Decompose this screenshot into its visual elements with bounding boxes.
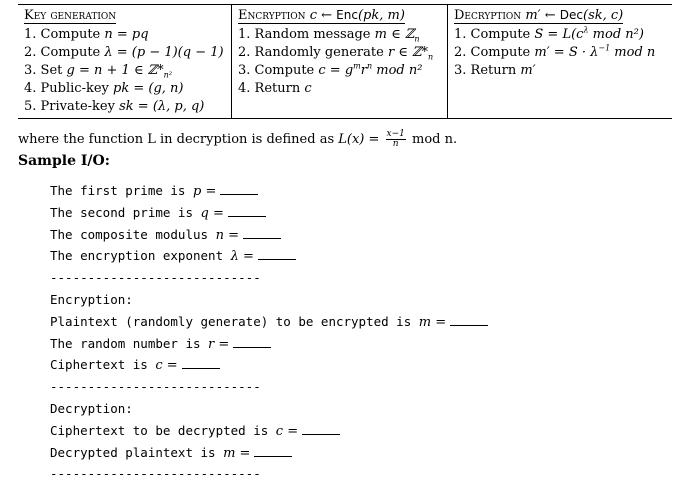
io-line: The encryption exponent λ =: [50, 245, 488, 267]
io-line: The composite modulus n =: [50, 224, 488, 246]
sample-io-heading: Sample I/O:: [18, 153, 110, 169]
keygen-column: [18, 5, 231, 118]
answer-blank: [450, 313, 488, 326]
answer-blank: [233, 335, 271, 348]
io-line: ----------------------------: [50, 270, 261, 286]
answer-blank: [302, 422, 340, 435]
decryption-column: [447, 5, 672, 118]
io-line: Ciphertext to be decrypted is c =: [50, 420, 488, 442]
answer-blank: [258, 247, 296, 260]
decryption-title: Decryption m′ ← Dec(sk, c): [454, 8, 624, 23]
io-line: ----------------------------: [50, 466, 261, 482]
io-line: Plaintext (randomly generate) to be encrypted is m =: [50, 311, 488, 333]
decryption-step: 1. Compute $S = L(c^\lambda$ mod n²): [454, 25, 644, 42]
answer-blank: [243, 226, 281, 239]
keygen-step: 3. Set g = n + 1 ∈ $ℤ*_{n^2}$: [24, 63, 173, 80]
decryption-step: 2. Compute $m' = S \cdot \lambda^{-1}$ mod n: [454, 43, 656, 60]
io-line: Decrypted plaintext is m =: [50, 442, 488, 464]
io-line: The random number is r =: [50, 333, 488, 355]
keygen-steps: [24, 26, 225, 116]
encryption-step: 4. Return c: [238, 81, 312, 96]
encryption-step: 1. Random message m ∈ ℤ$_n$: [238, 27, 420, 44]
keygen-title: Key generation: [24, 8, 117, 23]
answer-blank: [254, 444, 292, 457]
keygen-step: 2. Compute λ = (p − 1)(q − 1): [24, 45, 224, 60]
answer-blank: [182, 356, 220, 369]
io-line: ----------------------------: [50, 379, 261, 395]
encryption-step: 3. Compute $c = g^mr^n$ mod n²: [238, 61, 423, 78]
sample-io-block: [50, 180, 488, 485]
io-line: The first prime is p =: [50, 180, 488, 202]
io-line: Decryption:: [50, 400, 133, 416]
l-function-description: where the function L in decryption is defined as L(x) = $\frac{x-1}{n}$ mod n.: [18, 129, 458, 149]
algorithm-table: [18, 4, 672, 119]
keygen-step: 4. Public-key pk = (g, n): [24, 81, 184, 96]
answer-blank: [220, 182, 258, 195]
encryption-steps: [238, 26, 441, 98]
keygen-step: 1. Compute n = pq: [24, 27, 149, 42]
io-line: The second prime is q =: [50, 202, 488, 224]
decryption-steps: [454, 26, 666, 80]
keygen-step: 5. Private-key sk = (λ, p, q): [24, 99, 205, 114]
answer-blank: [228, 204, 266, 217]
io-line: Encryption:: [50, 291, 133, 307]
decryption-step: 3. Return m′: [454, 63, 536, 78]
encryption-column: [231, 5, 447, 118]
encryption-title: Encryption c ← Enc(pk, m): [238, 8, 405, 23]
io-line: Ciphertext is c =: [50, 354, 488, 376]
fraction: $\frac{x-1}{n}$: [386, 129, 405, 149]
encryption-step: 2. Randomly generate r ∈ $ℤ*_n$: [238, 45, 434, 62]
